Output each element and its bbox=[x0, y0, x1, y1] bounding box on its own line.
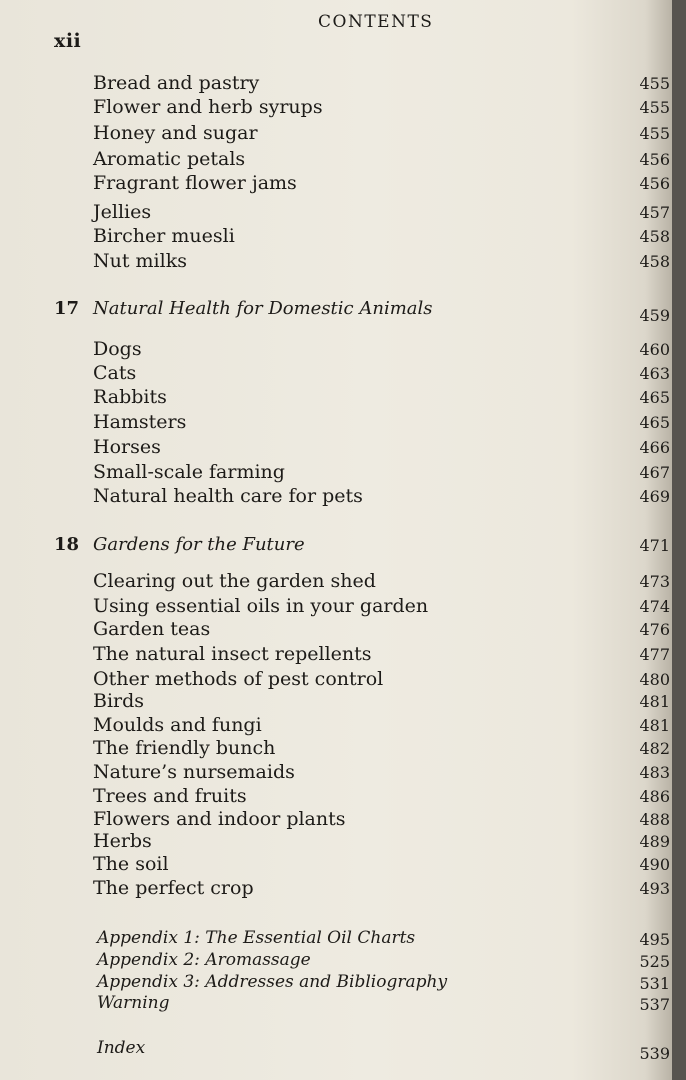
appendix-title: Appendix 1: The Essential Oil Charts bbox=[97, 928, 416, 948]
entry-title: Horses bbox=[93, 436, 161, 458]
entry-title: Trees and fruits bbox=[93, 785, 247, 807]
appendix-page: 537 bbox=[639, 995, 670, 1014]
entry-title: The perfect crop bbox=[93, 877, 254, 899]
entry-page: 480 bbox=[639, 670, 670, 689]
entry-title: Hamsters bbox=[93, 411, 187, 433]
entry-page: 493 bbox=[639, 879, 670, 898]
chapter-page: 471 bbox=[639, 536, 670, 555]
entry-page: 486 bbox=[639, 787, 670, 806]
entry-title: The friendly bunch bbox=[93, 737, 276, 759]
toc-entry bbox=[0, 250, 672, 276]
toc-entry bbox=[0, 461, 672, 487]
entry-page: 455 bbox=[639, 98, 670, 117]
running-head: CONTENTS bbox=[318, 12, 434, 32]
toc-entry bbox=[0, 96, 672, 122]
entry-page: 477 bbox=[639, 645, 670, 664]
toc-entry bbox=[0, 362, 672, 388]
entry-title: Nature’s nursemaids bbox=[93, 761, 295, 783]
entry-page: 474 bbox=[639, 597, 670, 616]
toc-entry bbox=[0, 877, 672, 903]
entry-title: Cats bbox=[93, 362, 137, 384]
entry-title: The soil bbox=[93, 853, 169, 875]
entry-page: 455 bbox=[639, 124, 670, 143]
toc-entry bbox=[0, 172, 672, 198]
entry-page: 465 bbox=[639, 413, 670, 432]
toc-entry bbox=[0, 386, 672, 412]
appendix-entry bbox=[0, 993, 672, 1019]
entry-page: 460 bbox=[639, 340, 670, 359]
index-page: 539 bbox=[639, 1044, 670, 1063]
entry-title: Clearing out the garden shed bbox=[93, 570, 376, 592]
entry-title: The natural insect repellents bbox=[93, 643, 372, 665]
toc-entry bbox=[0, 690, 672, 716]
toc-entry bbox=[0, 201, 672, 227]
toc-entry bbox=[0, 225, 672, 251]
entry-title: Rabbits bbox=[93, 386, 167, 408]
entry-page: 456 bbox=[639, 174, 670, 193]
entry-page: 463 bbox=[639, 364, 670, 383]
entry-page: 489 bbox=[639, 832, 670, 851]
toc-entry bbox=[0, 411, 672, 437]
toc-entry bbox=[0, 853, 672, 879]
entry-title: Garden teas bbox=[93, 618, 211, 640]
entry-page: 465 bbox=[639, 388, 670, 407]
entry-title: Herbs bbox=[93, 830, 152, 852]
toc-entry bbox=[0, 643, 672, 669]
entry-title: Flower and herb syrups bbox=[93, 96, 323, 118]
toc-entry bbox=[0, 338, 672, 364]
entry-title: Moulds and fungi bbox=[93, 714, 262, 736]
entry-page: 476 bbox=[639, 620, 670, 639]
appendix-page: 495 bbox=[639, 930, 670, 949]
toc-entry bbox=[0, 485, 672, 511]
entry-page: 490 bbox=[639, 855, 670, 874]
appendix-page: 531 bbox=[639, 974, 670, 993]
chapter-page: 459 bbox=[639, 306, 670, 325]
entry-title: Using essential oils in your garden bbox=[93, 595, 429, 617]
appendix-title: Appendix 3: Addresses and Bibliography bbox=[97, 972, 448, 992]
entry-page: 482 bbox=[639, 739, 670, 758]
entry-title: Nut milks bbox=[93, 250, 187, 272]
entry-page: 466 bbox=[639, 438, 670, 457]
entry-page: 458 bbox=[639, 227, 670, 246]
chapter-title: Gardens for the Future bbox=[93, 534, 305, 555]
entry-page: 467 bbox=[639, 463, 670, 482]
entry-title: Honey and sugar bbox=[93, 122, 258, 144]
appendix-title: Appendix 2: Aromassage bbox=[97, 950, 311, 970]
background-edge bbox=[672, 0, 686, 1080]
entry-title: Fragrant flower jams bbox=[93, 172, 297, 194]
toc-entry bbox=[0, 737, 672, 763]
chapter-number: 17 bbox=[54, 298, 80, 319]
entry-title: Birds bbox=[93, 690, 145, 712]
chapter-title: Natural Health for Domestic Animals bbox=[93, 298, 433, 319]
appendix-title: Warning bbox=[97, 993, 170, 1013]
toc-entry bbox=[0, 570, 672, 596]
entry-title: Small-scale farming bbox=[93, 461, 285, 483]
entry-page: 488 bbox=[639, 810, 670, 829]
entry-page: 473 bbox=[639, 572, 670, 591]
entry-page: 483 bbox=[639, 763, 670, 782]
chapter-number: 18 bbox=[54, 534, 80, 555]
entry-page: 469 bbox=[639, 487, 670, 506]
entry-page: 455 bbox=[639, 74, 670, 93]
toc-entry bbox=[0, 72, 672, 98]
toc-entry bbox=[0, 761, 672, 787]
entry-title: Bread and pastry bbox=[93, 72, 260, 94]
page-folio: xii bbox=[54, 30, 82, 52]
entry-title: Jellies bbox=[93, 201, 152, 223]
toc-entry bbox=[0, 436, 672, 462]
toc-entry bbox=[0, 618, 672, 644]
chapter-heading-18 bbox=[0, 534, 672, 560]
entry-title: Aromatic petals bbox=[93, 148, 246, 170]
entry-page: 481 bbox=[639, 692, 670, 711]
entry-title: Flowers and indoor plants bbox=[93, 808, 346, 830]
index-entry bbox=[0, 1038, 672, 1064]
toc-entry bbox=[0, 122, 672, 148]
entry-title: Natural health care for pets bbox=[93, 485, 363, 507]
entry-page: 481 bbox=[639, 716, 670, 735]
entry-page: 457 bbox=[639, 203, 670, 222]
entry-title: Bircher muesli bbox=[93, 225, 235, 247]
entry-page: 456 bbox=[639, 150, 670, 169]
index-title: Index bbox=[97, 1038, 146, 1058]
entry-page: 458 bbox=[639, 252, 670, 271]
appendix-page: 525 bbox=[639, 952, 670, 971]
entry-title: Other methods of pest control bbox=[93, 668, 384, 690]
chapter-heading-17 bbox=[0, 298, 672, 324]
toc-entry bbox=[0, 148, 672, 174]
entry-title: Dogs bbox=[93, 338, 142, 360]
